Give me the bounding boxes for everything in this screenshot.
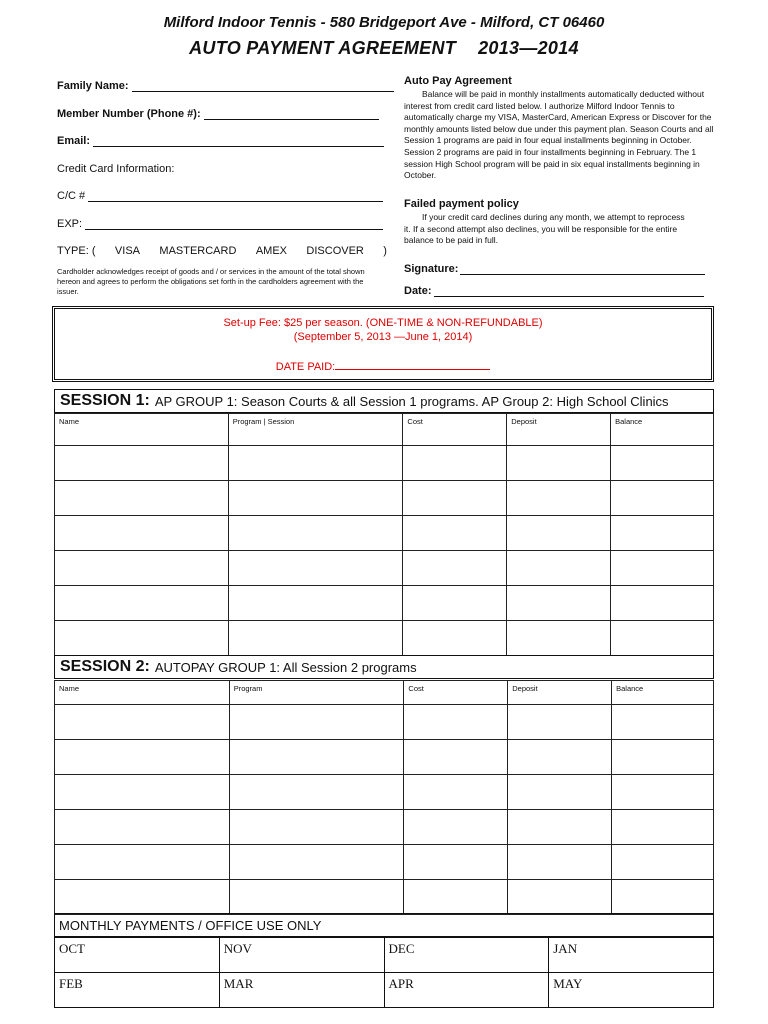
session1-label: SESSION 1: bbox=[60, 392, 150, 409]
month-cell-jan[interactable]: JAN bbox=[549, 938, 714, 973]
table-cell[interactable] bbox=[229, 740, 404, 775]
date-paid-label: DATE PAID: bbox=[275, 361, 336, 373]
exp-label: EXP: bbox=[57, 218, 83, 230]
autopay-heading: Auto Pay Agreement bbox=[404, 75, 512, 87]
date-line[interactable] bbox=[434, 286, 704, 297]
credit-card-info-label: Credit Card Information: bbox=[57, 163, 175, 175]
session2-label: SESSION 2: bbox=[60, 658, 150, 675]
session1-header-row bbox=[55, 414, 714, 446]
table-cell[interactable] bbox=[55, 621, 229, 656]
email-label: Email: bbox=[57, 135, 91, 147]
setup-fee-text: Set-up Fee: $25 per season. (ONE-TIME & NON-REFUNDABLE) bbox=[223, 317, 543, 329]
table-cell[interactable] bbox=[55, 775, 230, 810]
card-type-discover[interactable]: DISCOVER bbox=[306, 245, 364, 257]
table-row bbox=[55, 446, 714, 481]
monthly-payments-table bbox=[54, 937, 714, 1008]
monthly-payments-title: MONTHLY PAYMENTS / OFFICE USE ONLY bbox=[54, 913, 714, 937]
months-row bbox=[55, 938, 714, 973]
column-header: Name bbox=[55, 681, 230, 705]
table-cell[interactable] bbox=[403, 551, 507, 586]
table-cell[interactable] bbox=[507, 586, 611, 621]
session1-table bbox=[54, 413, 714, 656]
failed-policy-heading: Failed payment policy bbox=[404, 198, 519, 210]
table-row bbox=[55, 516, 714, 551]
member-number-line[interactable] bbox=[204, 109, 379, 120]
column-header: Cost bbox=[403, 414, 507, 446]
table-cell[interactable] bbox=[55, 845, 230, 880]
member-number-field bbox=[57, 108, 379, 120]
family-name-line[interactable] bbox=[132, 81, 394, 92]
date-field bbox=[404, 285, 704, 297]
table-row bbox=[55, 621, 714, 656]
table-cell[interactable] bbox=[507, 481, 611, 516]
column-header: Balance bbox=[611, 414, 714, 446]
month-cell-oct[interactable]: OCT bbox=[55, 938, 220, 973]
family-name-field bbox=[57, 80, 394, 92]
session1-title bbox=[54, 389, 714, 413]
organization-address: Milford Indoor Tennis - 580 Bridgeport Ave - Milford, CT 06460 bbox=[163, 14, 605, 31]
table-cell[interactable] bbox=[508, 810, 612, 845]
table-cell[interactable] bbox=[55, 446, 229, 481]
column-header: Deposit bbox=[508, 681, 612, 705]
date-label: Date: bbox=[404, 285, 432, 297]
table-cell[interactable] bbox=[228, 586, 403, 621]
credit-card-info-heading bbox=[57, 163, 174, 175]
table-cell[interactable] bbox=[229, 845, 404, 880]
table-cell[interactable] bbox=[507, 446, 611, 481]
table-cell[interactable] bbox=[611, 551, 714, 586]
month-cell-feb[interactable]: FEB bbox=[55, 973, 220, 1008]
page-title bbox=[0, 38, 768, 59]
cc-number-line[interactable] bbox=[88, 191, 383, 202]
column-header: Name bbox=[55, 414, 229, 446]
table-row bbox=[55, 845, 714, 880]
setup-fee-box bbox=[52, 306, 714, 382]
table-cell[interactable] bbox=[229, 810, 404, 845]
cardholder-acknowledgement: Cardholder acknowledges receipt of goods and / or services in the amount of the total shown hereon and agrees to perform the obligations set forth in the cardholders agreement with the issuer. bbox=[57, 267, 365, 296]
autopay-text: Balance will be paid in monthly installments automatically deducted without interest from credit card listed below. I authorize Milford Indoor Tennis to automatically charge my VISA, MasterCard, American Express or Discover for the monthly amounts listed below due under this payment plan. Season Courts and all Session 1 programs are paid in four equal installments beginning in October. Session 2 programs are paid in four installments beginning in February. The 1 session High School program will be paid in six equal installments beginning in October. bbox=[404, 89, 714, 181]
table-cell[interactable] bbox=[228, 516, 403, 551]
table-cell[interactable] bbox=[403, 621, 507, 656]
table-cell[interactable] bbox=[612, 775, 714, 810]
table-cell[interactable] bbox=[403, 481, 507, 516]
exp-field bbox=[57, 218, 383, 230]
signature-line[interactable] bbox=[460, 264, 705, 275]
table-cell[interactable] bbox=[612, 740, 714, 775]
table-cell[interactable] bbox=[55, 516, 229, 551]
table-cell[interactable] bbox=[228, 621, 403, 656]
card-type-row bbox=[57, 245, 387, 257]
card-type-mastercard[interactable]: MASTERCARD bbox=[159, 245, 237, 257]
table-row bbox=[55, 810, 714, 845]
table-cell[interactable] bbox=[55, 740, 230, 775]
cc-number-label: C/C # bbox=[57, 190, 86, 202]
date-paid-field bbox=[55, 359, 711, 373]
signature-field bbox=[404, 263, 705, 275]
table-cell[interactable] bbox=[55, 810, 230, 845]
table-cell[interactable] bbox=[508, 845, 612, 880]
table-cell[interactable] bbox=[612, 845, 714, 880]
table-cell[interactable] bbox=[55, 551, 229, 586]
month-cell-may[interactable]: MAY bbox=[549, 973, 714, 1008]
table-row bbox=[55, 880, 714, 915]
failed-policy-paragraph bbox=[404, 212, 689, 247]
column-header: Cost bbox=[404, 681, 508, 705]
email-field bbox=[57, 135, 384, 147]
table-cell[interactable] bbox=[55, 481, 229, 516]
table-cell[interactable] bbox=[404, 845, 508, 880]
season-year: 2013—2014 bbox=[478, 38, 579, 58]
table-row bbox=[55, 586, 714, 621]
agreement-title: AUTO PAYMENT AGREEMENT bbox=[189, 38, 457, 58]
table-cell[interactable] bbox=[55, 880, 230, 915]
member-number-label: Member Number (Phone #): bbox=[57, 108, 201, 120]
table-cell[interactable] bbox=[228, 551, 403, 586]
table-cell[interactable] bbox=[611, 446, 714, 481]
table-cell[interactable] bbox=[404, 810, 508, 845]
table-row bbox=[55, 775, 714, 810]
table-row bbox=[55, 740, 714, 775]
cc-number-field bbox=[57, 190, 383, 202]
table-cell[interactable] bbox=[404, 705, 508, 740]
exp-line[interactable] bbox=[85, 219, 383, 230]
session2-header-row bbox=[55, 681, 714, 705]
table-cell[interactable] bbox=[55, 586, 229, 621]
table-cell[interactable] bbox=[403, 446, 507, 481]
failed-policy-text: If your credit card declines during any month, we attempt to reprocess it. If a second attempt also declines, you will be responsible for the entire balance to be paid in full. bbox=[404, 212, 685, 246]
table-cell[interactable] bbox=[228, 446, 403, 481]
family-name-label: Family Name: bbox=[57, 80, 129, 92]
table-cell[interactable] bbox=[404, 880, 508, 915]
table-cell[interactable] bbox=[404, 775, 508, 810]
table-cell[interactable] bbox=[611, 621, 714, 656]
session2-title bbox=[54, 655, 714, 679]
table-cell[interactable] bbox=[611, 481, 714, 516]
month-cell-nov[interactable]: NOV bbox=[219, 938, 384, 973]
months-row bbox=[55, 973, 714, 1008]
table-row bbox=[55, 551, 714, 586]
table-row bbox=[55, 481, 714, 516]
table-cell[interactable] bbox=[508, 775, 612, 810]
table-cell[interactable] bbox=[404, 740, 508, 775]
month-cell-apr[interactable]: APR bbox=[384, 973, 549, 1008]
table-cell[interactable] bbox=[229, 705, 404, 740]
card-type-label: TYPE: ( bbox=[57, 245, 96, 257]
table-cell[interactable] bbox=[507, 621, 611, 656]
session2-description: AUTOPAY GROUP 1: All Session 2 programs bbox=[154, 659, 417, 675]
table-cell[interactable] bbox=[229, 775, 404, 810]
autopay-paragraph bbox=[404, 89, 722, 182]
card-type-amex[interactable]: AMEX bbox=[255, 245, 288, 257]
signature-label: Signature: bbox=[404, 263, 459, 275]
table-cell[interactable] bbox=[612, 880, 714, 915]
month-cell-dec[interactable]: DEC bbox=[384, 938, 549, 973]
session2-table bbox=[54, 680, 714, 915]
date-paid-line[interactable] bbox=[335, 359, 490, 370]
column-header: Deposit bbox=[507, 414, 611, 446]
table-cell[interactable] bbox=[611, 586, 714, 621]
email-line[interactable] bbox=[93, 136, 384, 147]
table-cell[interactable] bbox=[507, 516, 611, 551]
card-type-visa[interactable]: VISA bbox=[114, 245, 140, 257]
table-cell[interactable] bbox=[228, 481, 403, 516]
table-cell[interactable] bbox=[55, 705, 230, 740]
table-cell[interactable] bbox=[403, 516, 507, 551]
column-header: Program bbox=[229, 681, 404, 705]
table-cell[interactable] bbox=[508, 880, 612, 915]
session1-description: AP GROUP 1: Season Courts & all Session 1 programs. AP Group 2: High School Clinics bbox=[154, 393, 669, 409]
table-cell[interactable] bbox=[403, 586, 507, 621]
table-row bbox=[55, 705, 714, 740]
table-cell[interactable] bbox=[229, 880, 404, 915]
table-cell[interactable] bbox=[507, 551, 611, 586]
table-cell[interactable] bbox=[508, 740, 612, 775]
table-cell[interactable] bbox=[611, 516, 714, 551]
setup-fee-dates: (September 5, 2013 —June 1, 2014) bbox=[293, 331, 473, 343]
month-cell-mar[interactable]: MAR bbox=[219, 973, 384, 1008]
table-cell[interactable] bbox=[612, 705, 714, 740]
table-cell[interactable] bbox=[612, 810, 714, 845]
column-header: Balance bbox=[612, 681, 714, 705]
card-type-close: ) bbox=[383, 245, 387, 257]
column-header: Program | Session bbox=[228, 414, 403, 446]
table-cell[interactable] bbox=[508, 705, 612, 740]
